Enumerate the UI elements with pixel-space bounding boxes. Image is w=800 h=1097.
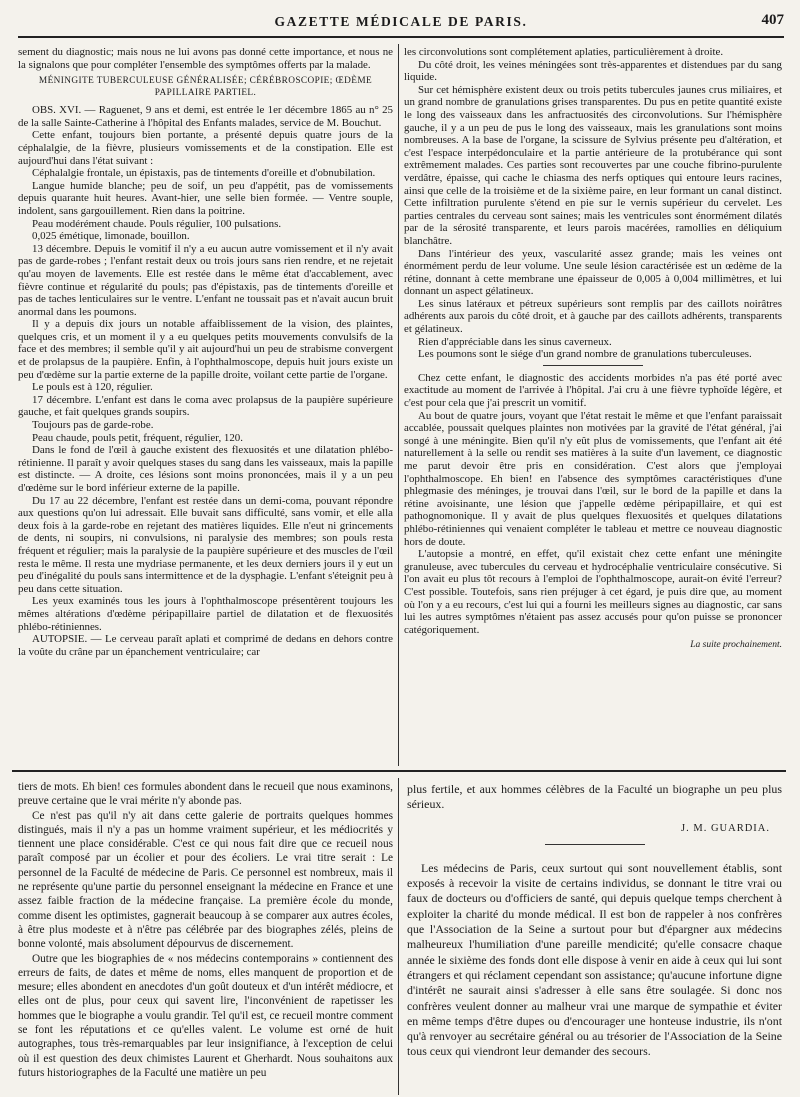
column-top-right <box>404 46 782 766</box>
paragraph: plus fertile, et aux hommes célèbres de la Faculté un biographe un peu plus sérieux. <box>407 782 782 812</box>
paragraph: Langue humide blanche; peu de soif, un peu d'appétit, pas de vomissements depuis quarante huit heures. Avant-hier, une selle bien formée. — Ventre souple, indolent, sans gargouillement. Rien dans la poitrine. <box>18 179 393 217</box>
page-header <box>18 8 784 38</box>
paragraph: Céphalalgie frontale, un épistaxis, pas de tintements d'oreille et d'obnubilation. <box>32 167 376 180</box>
column-bottom-left <box>18 780 393 1095</box>
paragraph: Les médecins de Paris, ceux surtout qui sont nouvellement établis, sont exposés à recevoir la visite de certains individus, se donnant le titre vrai ou faux de docteurs ou d'officiers de santé, qui depuis quelque temps cherchent à exploiter la charité du monde médical. Il est bon de rappeler à nos confrères que l'Association de la Seine a surtout pour but d'épargner aux médecins malheureux l'humiliation d'une pareille mendicité; qu'elle consacre chaque année le sixième des fonds dont elle dispose à venir en aide à ceux qui lui sont étrangers et qui réclament cependant son assistance; qu'aucune infortune digne d'intérêt ne saurait ainsi s'adresser à elle sans être soulagée. Si donc nos confrères veulent donner au malheur vrai une marque de sympathie et éviter en même temps d'être dupes ou d'encourager une honteuse industrie, ils n'ont qu'à renvoyer au secrétaire général ou au trésorier de l'Association de la Seine tous ceux qui viendront leur demander des secours. <box>407 860 782 1059</box>
paragraph: OBS. XVI. — Raguenet, 9 ans et demi, est entrée le 1er décembre 1865 au n° 25 de la salle Sainte-Catherine à l'hôpital des Enfants malades, service de M. Bouchut. <box>18 104 393 129</box>
journal-title: GAZETTE MÉDICALE DE PARIS. <box>274 14 528 29</box>
paragraph: les circonvolutions sont complétement aplaties, particulièrement à droite. <box>404 46 724 58</box>
paragraph: Outre que les biographies de « nos médecins contemporains » contiennent des erreurs de faits, de dates et même de noms, elles manquent de proportion et de mesure; elles abondent en anecdotes d'un goût douteux et d'un intérêt médiocre, et elles ont de plus, pour ceux qui savent lire, l'inconvénient de rapetisser les hommes que le biographe a voulu grandir. Tel qu'il est, ce recueil montre comment se font les réputations et ce qu'elles valent. Le volume est orné de huit autographes, tous très-remarquables par leur insignifiance, à l'exception de celui où il est question des deux chimistes Laurent et Gherhardt. Nous souhaitons aux futurs historiographes de la Faculté une matière un peu <box>18 952 393 1079</box>
paragraph: Peau modérément chaude. Pouls régulier, 100 pulsations. <box>32 217 282 230</box>
paragraph: Ce n'est pas qu'il n'y ait dans cette galerie de portraits quelques hommes distingués, mais il n'y a pas un homme vraiment supérieur, et les médiocrités y tiennent une place considérable. C'est ce qui nous fait dire que ce recueil nous paraît composé par un écolier et pour des écoliers. Le vrai titre serait : Le personnel de la Faculté de médecine de Paris. Ce personnel est nombreux, mais il ne représente qu'une partie du personnel enseignant la médecine en France et une assez faible fraction de la médecine française. La première école du monde, comme disent les optimistes, gagnerait beaucoup à se comparer aux autres écoles, à être plus modeste et à n'être pas célébrée par des biographes zélés, pleins de bonne volonté, mais absolument dépourvus de discernement. <box>18 809 393 951</box>
paragraph: Rien d'appréciable dans les sinus caverneux. <box>418 335 612 348</box>
paragraph: Chez cette enfant, le diagnostic des accidents morbides n'a pas été porté avec exactitude au moment de l'arrivée à l'hôpital. J'ai cru à une fièvre typhoïde légère, et c'est pour cela que j'ai prescrit un vomitif. <box>404 371 782 410</box>
continued-note: La suite prochainement. <box>690 640 782 651</box>
paragraph: Toujours pas de garde-robe. <box>32 419 154 432</box>
paragraph: Peau chaude, pouls petit, fréquent, régulier, 120. <box>32 431 243 444</box>
paragraph: Cette enfant, toujours bien portante, a présenté depuis quatre jours de la céphalalgie, de la fièvre, plusieurs vomissements et de la constipation. Elle est aujourd'hui dans l'état suivant : <box>18 129 393 167</box>
column-bottom-right <box>407 782 782 1095</box>
column-divider-bottom <box>398 778 399 1095</box>
column-top-left <box>18 46 393 762</box>
paragraph: Du côté droit, les veines méningées sont très-apparentes et distendues par du sang liquide. <box>404 58 782 84</box>
paragraph: Au bout de quatre jours, voyant que l'état restait le même et que l'enfant paraissait accablée, poussait quelques plaintes non motivées par la gravité de l'état général, j'ai songé à une méningite. Bien qu'il n'y eût plus de vomissements, que l'enfant ait été naturellement à la selle ou rendit ses matières à la suite d'un lavement, ce diagnostic me parut devoir être pris en considération. C'est alors que j'employai l'ophthalmoscope. Eh bien! en l'absence des symptômes caractéristiques d'une phlegmasie des méninges, je trouvai dans l'œil, sur le bord de la papille et dans la rétine avoisinante, une lésion que j'appelle œdème péripapillaire, et qui est pathognomonique. Il y avait de plus quelques flexuosités et quelques dilatations phlébo-rétiniennes qui venaient compléter le tableau et mettre ce nouveau diagnostic hors de doute. <box>404 409 782 548</box>
paragraph: L'autopsie a montré, en effet, qu'il existait chez cette enfant une méningite granuleuse, avec tubercules du cerveau et hydrocéphalie ventriculaire consécutive. Si l'on avait eu plus tôt recours à l'emploi de l'ophthalmoscope, aurait-on évité l'erreur? C'est possible. Toutefois, sans rien préjuger à cet égard, je puis dire que, au moment où l'on y a eu recours, c'est lui qui a fourni les meilleurs signes au diagnostic, car sans lui les autres symptômes n'étaient pas assez accusés pour qu'on puisse se prononcer catégoriquement. <box>404 548 782 636</box>
column-divider-top <box>398 44 399 766</box>
paragraph: Les sinus latéraux et pétreux supérieurs sont remplis par des caillots noirâtres adhérents aux parois du côté droit, et à gauche par des caillots adhérents, transparents et gélatineux. <box>404 297 782 336</box>
paragraph: Sur cet hémisphère existent deux ou trois petits tubercules jaunes crus miliaires, et un grand nombre de granulations grises transparentes. Du pus en petite quantité existe le long des vaisseaux dans les anfractuosités des circonvolutions. Sur l'hémisphère gauche, il y a un peu de pus le long des vaisseaux, mais les granulations sont moins nombreuses. A la base de l'organe, la scissure de Sylvius présente peu d'altération, et c'est l'espace interpédonculaire et la partie antérieure de la protubérance qui sont extrêmement malades. Ces parties sont recouvertes par une couche fibrino-purulente verdâtre, épaisse, qui cache le chiasma des nerfs optiques qui entoure leurs racines, ainsi que celle de la troisième et de la sixième paire, en leur formant un canal distinct. Cette infiltration purulente s'étend en pie sur le vernis supérieur du cervelet. Les parties centrales du cerveau sont saines; mais les ventricules sont énormément dilatés par de la sérosité transparente, et leurs parois macérées, ramollies en déliquium blanchâtre. <box>404 83 782 247</box>
paragraph: Il y a depuis dix jours un notable affaiblissement de la vision, des plaintes, quelques cris, et un moment il y a eu quelques petits mouvements convulsifs de la face et des membres; il semble qu'il y ait aujourd'hui un peu de strabisme convergent et de prolapsus de la paupière. Enfin, à l'ophthalmoscope, depuis huit jours existe un peu d'œdème sur la partie externe de la papille droite, voilant cette partie de l'organe. <box>18 318 393 381</box>
signature-separator <box>545 844 645 845</box>
paragraph: Dans l'intérieur des yeux, vascularité assez grande; mais les veines ont énormément perdu de leur volume. Une seule lésion caractérisée est un œdème de la rétine, donnant à cette membrane une épaisseur de 0,005 à 0,004 millimètres, et lui donnant un aspect gélatineux. <box>404 247 782 298</box>
section-separator <box>543 365 643 366</box>
header-rule <box>18 36 784 38</box>
paragraph: Dans le fond de l'œil à gauche existent des flexuosités et une dilatation phlébo-rétinienne. Il paraît y avoir quelques stases du sang dans les vaisseaux, mais la papille est distincte. — A droite, ces lésions sont moins prononcées, mais il y a un peu d'œdème sur le bord inférieur externe de la papille. <box>18 444 393 494</box>
paragraph: 13 décembre. Depuis le vomitif il n'y a eu aucun autre vomissement et il n'y avait pas de garde-robes ; l'enfant restait deux ou trois jours sans rien rendre, et ne rejetait qu'au moyen de lavements. Elle est restée dans le même état d'accablement, avec fièvre continue et régularité du pouls; pas d'épistaxis, pas de tintements d'oreille et pas de taches lenticulaires sur le ventre. L'enfant ne toussait pas et n'avait aucun bruit anormal dans les poumons. <box>18 242 393 318</box>
paragraph: Les poumons sont le siége d'un grand nombre de granulations tuberculeuses. <box>418 348 752 361</box>
paragraph: tiers de mots. Eh bien! ces formules abondent dans le recueil que nous examinons, preuve certaine que le vrai mérite n'y abonde pas. <box>18 781 393 808</box>
paragraph: Les yeux examinés tous les jours à l'ophthalmoscope présentèrent toujours les mêmes altérations d'œdème péripapillaire partiel de dilatation et de flexuosités phlébo-rétiniennes. <box>18 595 393 633</box>
paragraph: 0,025 émétique, limonade, bouillon. <box>32 230 190 243</box>
paragraph: 17 décembre. L'enfant est dans le coma avec prolapsus de la paupière supérieure gauche, et fait quelques grands soupirs. <box>18 393 393 419</box>
paragraph: Du 17 au 22 décembre, l'enfant est restée dans un demi-coma, pouvant répondre aux questions qu'on lui adressait. Elle buvait sans difficulté, sans vomir, et elle alla deux fois à la garde-robe en rejetant des matières liquides. Elle n'eut ni grincements de dents, ni soupirs, ni convulsions, ni paralysie des membres; son pouls resta fréquent et régulier; mais la paralysie de la paupière supérieure et des muscles de l'œil resta le même. Il resta une mydriase permanente, et les deux derniers jours il y eut un peu d'inégalité du pouls sans intermittence et de la dysphagie. L'enfant s'éteignit peu à peu dans cette situation. <box>18 494 393 595</box>
author-signature: J. M. GUARDIA. <box>681 822 770 834</box>
paragraph: AUTOPSIE. — Le cerveau paraît aplati et comprimé de dedans en dehors contre la voûte du crâne par un épanchement ventriculaire; car <box>18 633 393 658</box>
paragraph: Le pouls est à 120, régulier. <box>32 381 153 394</box>
section-heading: MÉNINGITE TUBERCULEUSE GÉNÉRALISÉE; CÉRÉBROSCOPIE; ŒDÈME PAPILLAIRE PARTIEL. <box>38 76 373 98</box>
paragraph: sement du diagnostic; mais nous ne lui avons pas donné cette importance, et nous ne la signalons que pour compléter l'ensemble des symptômes offerts par la malade. <box>18 46 393 71</box>
section-divider <box>12 770 786 772</box>
page-number: 407 <box>761 12 784 28</box>
